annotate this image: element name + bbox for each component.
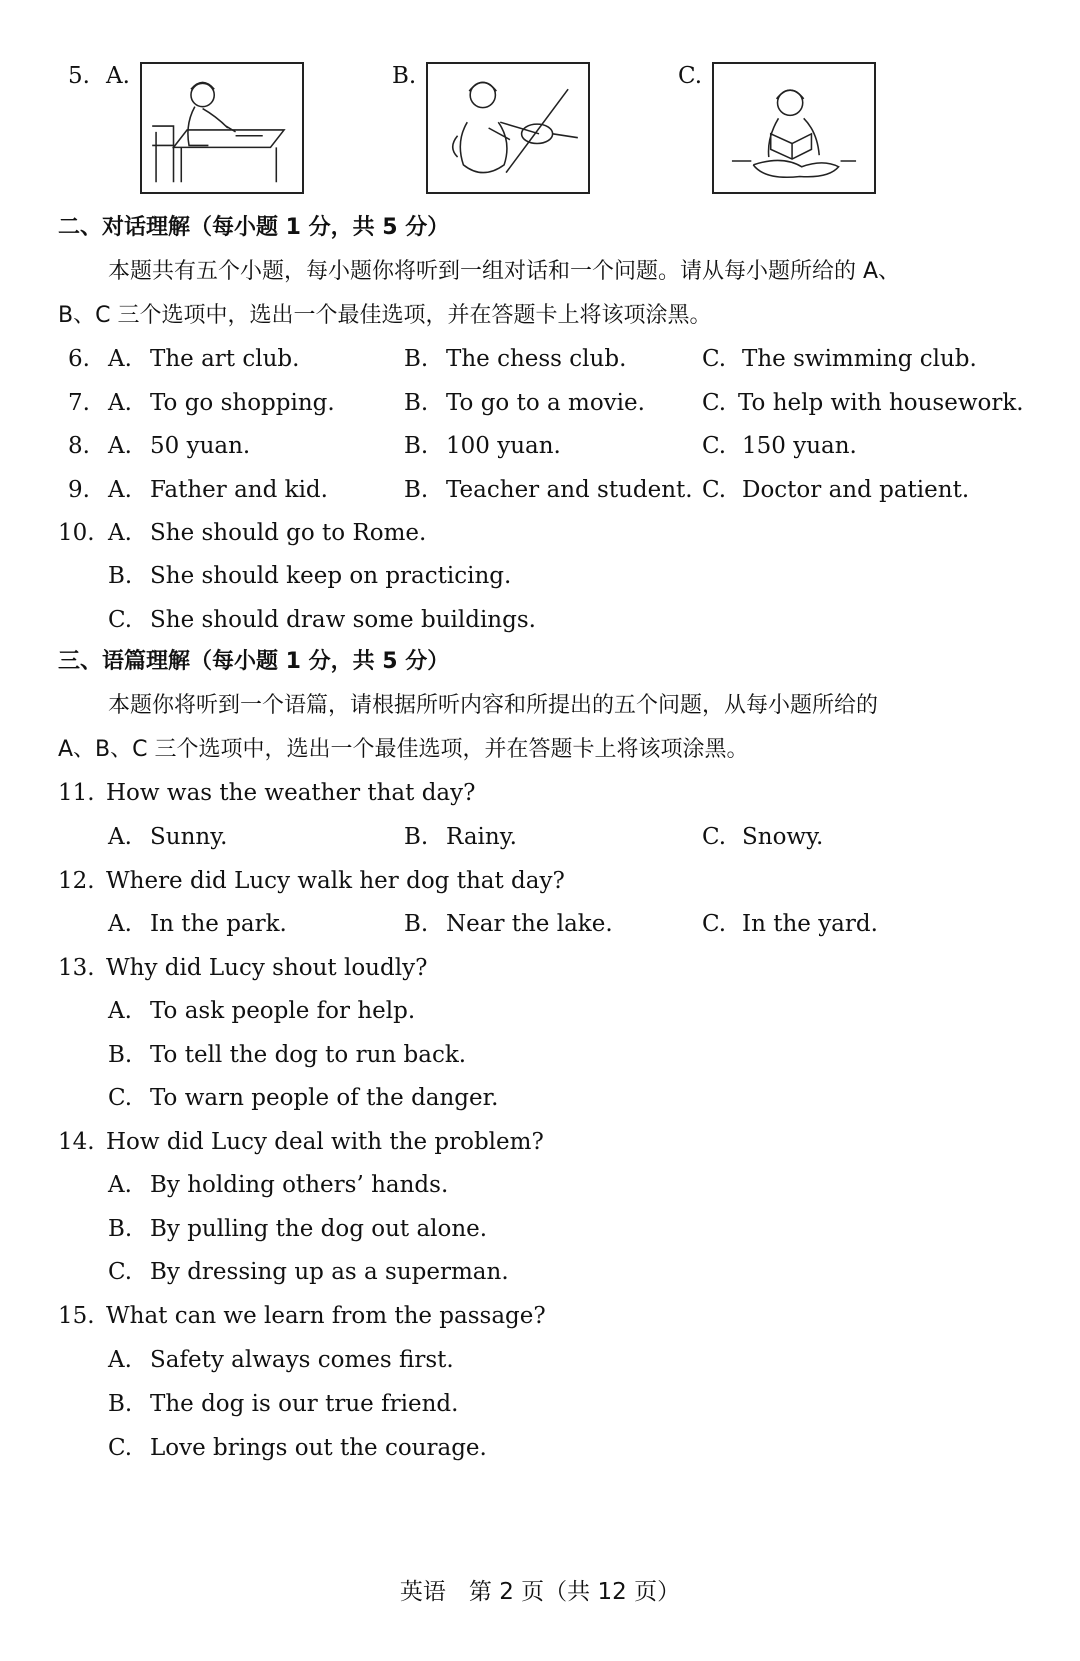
- option-a[interactable]: In the park.: [150, 911, 287, 937]
- option-letter: C.: [108, 607, 133, 633]
- option-b[interactable]: Rainy.: [446, 824, 517, 850]
- option-a[interactable]: She should go to Rome.: [150, 520, 427, 546]
- option-a[interactable]: To ask people for help.: [150, 998, 416, 1024]
- option-b[interactable]: Near the lake.: [446, 911, 613, 937]
- option-b[interactable]: Teacher and student.: [446, 477, 693, 503]
- option-b[interactable]: To go to a movie.: [446, 390, 645, 416]
- option-b[interactable]: The dog is our true friend.: [150, 1391, 459, 1417]
- option-letter: B.: [404, 390, 429, 416]
- option-letter: B.: [404, 911, 429, 937]
- option-letter: A.: [108, 998, 132, 1024]
- question-text: How was the weather that day?: [106, 780, 476, 806]
- option-letter: B.: [404, 433, 429, 459]
- question-number: 12.: [58, 868, 95, 894]
- option-letter: C.: [702, 346, 727, 372]
- option-b[interactable]: 100 yuan.: [446, 433, 561, 459]
- boy-reading-book-icon: [714, 64, 874, 192]
- question-number: 15.: [58, 1303, 95, 1329]
- option-c[interactable]: In the yard.: [742, 911, 878, 937]
- option-letter: A.: [108, 390, 132, 416]
- option-letter: C.: [108, 1085, 133, 1111]
- option-c[interactable]: By dressing up as a superman.: [150, 1259, 509, 1285]
- question-number: 5.: [68, 63, 90, 89]
- question-text: Where did Lucy walk her dog that day?: [106, 868, 565, 894]
- section-heading: 二、对话理解（每小题 1 分，共 5 分）: [58, 215, 450, 240]
- option-letter: C.: [702, 433, 727, 459]
- option-letter: A.: [108, 477, 132, 503]
- option-b[interactable]: The chess club.: [446, 346, 627, 372]
- option-letter: C.: [108, 1435, 133, 1461]
- option-letter: B.: [108, 1391, 133, 1417]
- question-number: 11.: [58, 780, 95, 806]
- boy-playing-violin-icon: [428, 64, 588, 192]
- option-letter: B.: [108, 1216, 133, 1242]
- option-letter: C.: [702, 390, 727, 416]
- option-c[interactable]: To help with housework.: [738, 390, 1024, 416]
- option-a[interactable]: To go shopping.: [150, 390, 335, 416]
- option-c[interactable]: Love brings out the courage.: [150, 1435, 487, 1461]
- option-letter: C.: [702, 824, 727, 850]
- section-instructions-cont: B、C 三个选项中，选出一个最佳选项，并在答题卡上将该项涂黑。: [58, 303, 712, 328]
- section-heading: 三、语篇理解（每小题 1 分，共 5 分）: [58, 649, 450, 674]
- option-c[interactable]: Doctor and patient.: [742, 477, 970, 503]
- question-number: 10.: [58, 520, 95, 546]
- question-number: 14.: [58, 1129, 95, 1155]
- option-letter-a: A.: [106, 63, 130, 89]
- option-c[interactable]: 150 yuan.: [742, 433, 857, 459]
- option-letter: A.: [108, 346, 132, 372]
- section-instructions: 本题你将听到一个语篇，请根据所听内容和所提出的五个问题，从每小题所给的: [108, 693, 879, 718]
- option-b[interactable]: She should keep on practicing.: [150, 563, 512, 589]
- question-number: 8.: [68, 433, 90, 459]
- option-letter: A.: [108, 1347, 132, 1373]
- question-text: How did Lucy deal with the problem?: [106, 1129, 544, 1155]
- option-a[interactable]: The art club.: [150, 346, 300, 372]
- option-b[interactable]: To tell the dog to run back.: [150, 1042, 467, 1068]
- picture-option-a[interactable]: [140, 62, 304, 194]
- option-letter-b: B.: [392, 63, 417, 89]
- picture-option-c[interactable]: [712, 62, 876, 194]
- question-number: 9.: [68, 477, 90, 503]
- option-letter: B.: [404, 477, 429, 503]
- page-footer: 英语 第 2 页（共 12 页）: [399, 1579, 681, 1605]
- option-a[interactable]: By holding others’ hands.: [150, 1172, 449, 1198]
- option-c[interactable]: She should draw some buildings.: [150, 607, 536, 633]
- question-number: 13.: [58, 955, 95, 981]
- option-a[interactable]: Father and kid.: [150, 477, 328, 503]
- option-letter: C.: [702, 477, 727, 503]
- question-number: 7.: [68, 390, 90, 416]
- option-letter: A.: [108, 824, 132, 850]
- picture-option-b[interactable]: [426, 62, 590, 194]
- option-a[interactable]: Sunny.: [150, 824, 228, 850]
- question-text: Why did Lucy shout loudly?: [106, 955, 428, 981]
- option-letter: A.: [108, 433, 132, 459]
- section-instructions-cont: A、B、C 三个选项中，选出一个最佳选项，并在答题卡上将该项涂黑。: [58, 737, 749, 762]
- option-letter-c: C.: [678, 63, 703, 89]
- boy-writing-at-desk-icon: [142, 64, 302, 192]
- question-text: What can we learn from the passage?: [106, 1303, 546, 1329]
- option-c[interactable]: Snowy.: [742, 824, 824, 850]
- question-number: 6.: [68, 346, 90, 372]
- option-a[interactable]: 50 yuan.: [150, 433, 251, 459]
- option-letter: A.: [108, 1172, 132, 1198]
- section-instructions: 本题共有五个小题，每小题你将听到一组对话和一个问题。请从每小题所给的 A、: [108, 259, 901, 284]
- option-letter: C.: [702, 911, 727, 937]
- option-letter: A.: [108, 911, 132, 937]
- option-letter: B.: [404, 346, 429, 372]
- option-letter: B.: [108, 563, 133, 589]
- option-b[interactable]: By pulling the dog out alone.: [150, 1216, 488, 1242]
- option-letter: C.: [108, 1259, 133, 1285]
- option-letter: B.: [108, 1042, 133, 1068]
- option-c[interactable]: The swimming club.: [742, 346, 977, 372]
- option-a[interactable]: Safety always comes first.: [150, 1347, 454, 1373]
- option-c[interactable]: To warn people of the danger.: [150, 1085, 499, 1111]
- option-letter: B.: [404, 824, 429, 850]
- option-letter: A.: [108, 520, 132, 546]
